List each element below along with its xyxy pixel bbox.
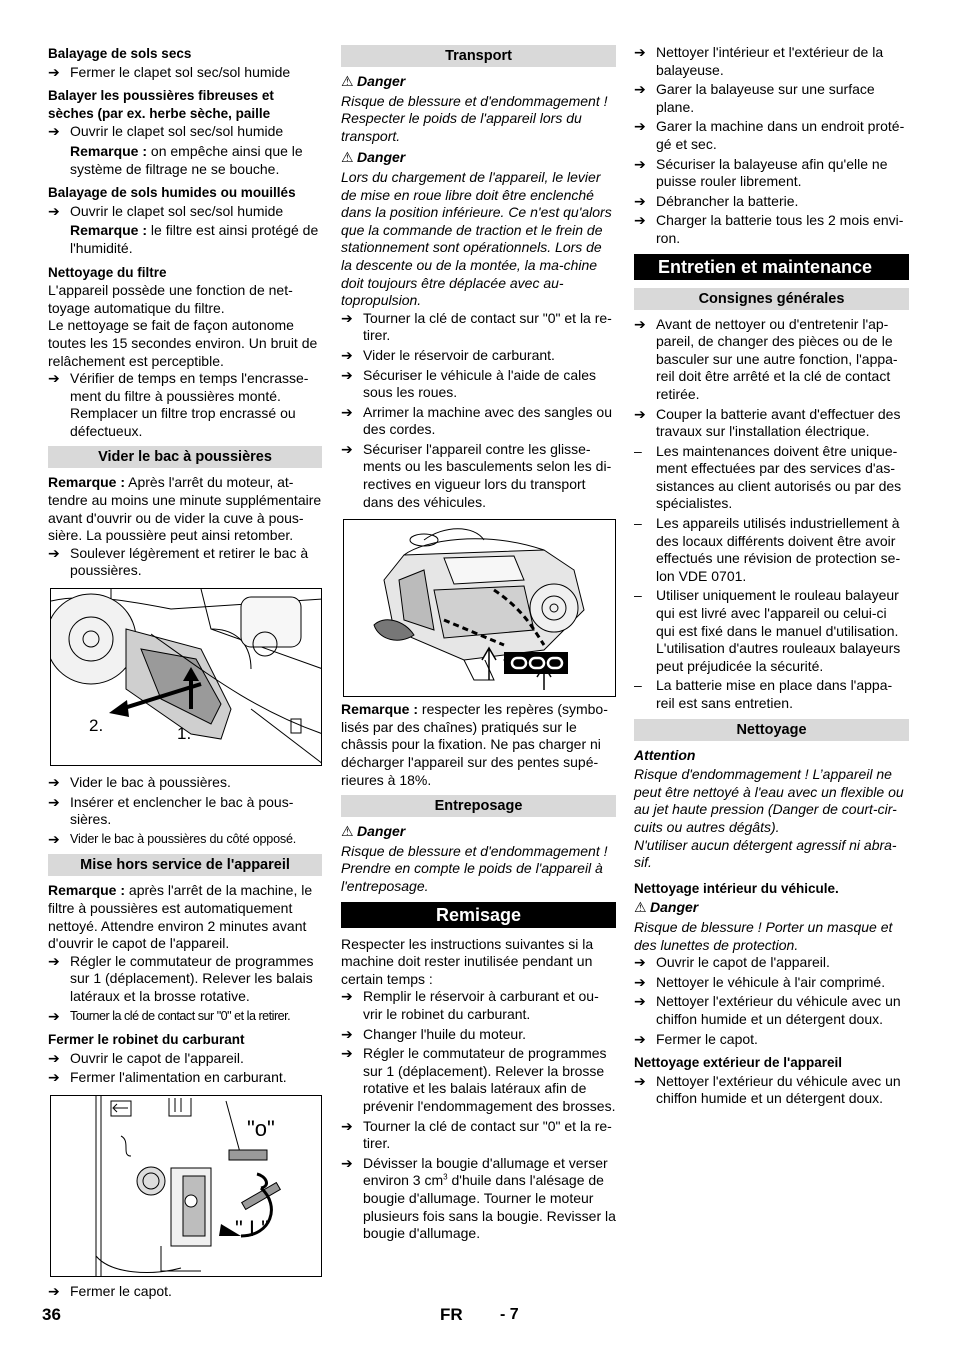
- danger-text: Risque de blessure et d'endommagement ! Prendre en compte le poids de l'appareil à l'entreposage.: [341, 842, 608, 894]
- arrow-icon: ➔: [48, 793, 60, 810]
- step: ➔ Régler le commutateur de programmes sur 1 (déplacement). Relever les balais latéraux et la brosse rotative.: [48, 952, 314, 1004]
- column-2: [341, 44, 616, 1245]
- figure-sweeper-transport: [343, 519, 616, 697]
- warning-icon: ⚠: [634, 899, 647, 916]
- attention-text: N'utiliser aucun détergent agressif ni abra-sif.: [634, 836, 897, 871]
- note: Remarque : respecter les repères (symbo-lisés par des chaînes) pratiqués sur le châssis pour la fixation. Ne pas charger ni décharger l'appareil sur des pentes supé-rieures à 18%.: [341, 701, 608, 788]
- dust-bin-illustration: [51, 589, 322, 765]
- step: ➔ Vider le bac à poussières du côté opposé.: [48, 830, 297, 847]
- warning-icon: ⚠: [341, 149, 354, 166]
- step: ➔ Fermer le capot.: [48, 1282, 172, 1299]
- section-band-nettoyage: Nettoyage: [634, 719, 909, 741]
- danger-heading: ⚠ Danger: [634, 899, 699, 916]
- sweeper-illustration: [344, 520, 616, 696]
- section-band-transport: Transport: [341, 45, 616, 67]
- arrow-icon: ➔: [634, 954, 646, 971]
- danger-heading: ⚠ Danger: [341, 149, 406, 166]
- step: ➔ Ouvrir le capot de l'appareil.: [48, 1049, 244, 1066]
- step: ➔ Sécuriser l'appareil contre les glisse-ments ou les basculements selon les di-rectives en vigueur lors du transport dans des véhicules.: [341, 440, 612, 510]
- step: ➔ Dévisser la bougie d'allumage et verser environ 3 $cm^3$ d'huile dans l'alésage de bougie d'allumage. Tourner le moteur plusieurs fois sans la bougie. Revisser la bougie d'allumage.: [341, 1154, 616, 1242]
- step: ➔ Arrimer la machine avec des sangles ou des cordes.: [341, 403, 613, 438]
- section-band-remisage: Remisage: [341, 902, 616, 928]
- step: ➔ Ouvrir le capot de l'appareil.: [634, 954, 830, 971]
- paragraph: Respecter les instructions suivantes si la machine doit rester inutilisée pendant un certain temps :: [341, 935, 594, 987]
- arrow-icon: ➔: [48, 544, 60, 561]
- arrow-icon: ➔: [48, 370, 60, 387]
- heading-nettoyage-interieur: Nettoyage intérieur du véhicule.: [634, 880, 839, 896]
- step: ➔ Changer l'huile du moteur.: [341, 1025, 526, 1042]
- step: ➔ Tourner la clé de contact sur "0" et la re-tirer.: [341, 309, 612, 344]
- figure-label-o: "o": [247, 1115, 275, 1141]
- figure-fuel-valve: [50, 1095, 322, 1277]
- dash-item: – Les appareils utilisés industriellement à des locaux différents doivent être avoir effectués une révision de protection se-lon VDE 0701.: [634, 515, 901, 584]
- step: ➔ Vérifier de temps en temps l'encrasse-ment du filtre à poussières monté. Remplacer un filtre trop encrassé ou défectueux.: [48, 370, 309, 439]
- arrow-icon: ➔: [341, 1045, 353, 1062]
- step: ➔ Vider le bac à poussières.: [48, 774, 231, 791]
- note: Remarque : Après l'arrêt du moteur, at-tendre au moins une minute supplémentaire avant d'ouvrir ou de vider la cuve à pous-sière. La poussière peut ainsi retomber.: [48, 474, 322, 544]
- arrow-icon: ➔: [48, 1069, 60, 1086]
- page-number: 36: [42, 1305, 61, 1324]
- danger-heading: ⚠ Danger: [341, 73, 406, 89]
- arrow-icon: ➔: [341, 1117, 353, 1134]
- fuel-valve-illustration: [51, 1096, 322, 1276]
- arrow-icon: ➔: [341, 1154, 353, 1171]
- danger-text: Lors du chargement de l'appareil, le levier de mise en roue libre doit être enclenché dans la position inférieure. Ce n'est qu'alors que la commande de traction et le frein de stationnement sont opérationnels. Lors de la descente ou de la montée, la ma-chine doit toujours être déplacée avec au-topropulsion.: [341, 168, 612, 309]
- dash-item: – Les maintenances doivent être unique-ment effectuées par des services d'as-sistances au client autorisés ou par des spécialistes.: [634, 442, 902, 512]
- paragraph: L'appareil possède une fonction de net-toyage automatique du filtre.: [48, 282, 293, 316]
- attention-heading: Attention: [634, 746, 696, 763]
- arrow-icon: ➔: [634, 192, 646, 209]
- dash-icon: –: [634, 587, 642, 604]
- column-3: [634, 44, 909, 1110]
- arrow-icon: ➔: [48, 202, 60, 219]
- step: ➔ Débrancher la batterie.: [634, 192, 799, 209]
- figure-label-i: " I ": [235, 1215, 269, 1241]
- step: ➔ Couper la batterie avant d'effectuer des travaux sur l'installation électrique.: [634, 405, 901, 440]
- arrow-icon: ➔: [48, 1282, 60, 1299]
- step: ➔ Sécuriser le véhicule à l'aide de cales sous les roues.: [341, 366, 597, 401]
- warning-icon: ⚠: [341, 73, 354, 89]
- heading-robinet-carburant: Fermer le robinet du carburant: [48, 1032, 245, 1048]
- heading-nettoyage-filtre: Nettoyage du filtre: [48, 264, 167, 280]
- figure-label-2: 2.: [89, 716, 104, 736]
- arrow-icon: ➔: [48, 952, 60, 969]
- danger-heading: ⚠ Danger: [341, 823, 406, 840]
- step: ➔ Fermer le clapet sol sec/sol humide: [48, 63, 291, 80]
- heading-balayage-sols-secs: Balayage de sols secs: [48, 46, 192, 61]
- arrow-icon: ➔: [634, 1072, 646, 1089]
- step: ➔ Fermer l'alimentation en carburant.: [48, 1069, 287, 1086]
- arrow-icon: ➔: [634, 155, 646, 172]
- figure-dust-bin: [50, 588, 322, 766]
- step: ➔ Nettoyer le véhicule à l'air comprimé.: [634, 973, 886, 990]
- step: ➔ Garer la machine dans un endroit proté-gé et sec.: [634, 118, 905, 152]
- heading-nettoyage-exterieur: Nettoyage extérieur de l'appareil: [634, 1055, 843, 1071]
- step: ➔ Insérer et enclencher le bac à pous-sières.: [48, 793, 294, 828]
- arrow-icon: ➔: [48, 774, 60, 791]
- note: Remarque : on empêche ainsi que le système de filtrage ne se bouche.: [70, 142, 303, 177]
- heading-poussieres-fibreuses: Balayer les poussières fibreuses et sèches (par ex. herbe sèche, paille: [48, 88, 274, 121]
- dash-icon: –: [634, 677, 642, 694]
- step: ➔ Sécuriser la balayeuse afin qu'elle ne puisse rouler librement.: [634, 155, 888, 190]
- step: ➔ Nettoyer l'intérieur et l'extérieur de la balayeuse.: [634, 44, 884, 78]
- step: ➔ Vider le réservoir de carburant.: [341, 346, 555, 363]
- section-band-vider-bac: Vider le bac à poussières: [48, 446, 322, 468]
- arrow-icon: ➔: [341, 440, 353, 457]
- language-code: FR: [440, 1305, 463, 1324]
- arrow-icon: ➔: [634, 315, 646, 332]
- attention-text: Risque d'endommagement ! L’appareil ne peut être nettoyé à l'eau avec un flexible ou au jet haute pression (Danger de court-cir-cuits ou autres dégâts).: [634, 766, 904, 835]
- column-1: [48, 44, 322, 1303]
- arrow-icon: ➔: [48, 830, 60, 847]
- step: ➔ Charger la batterie tous les 2 mois envi-ron.: [634, 212, 904, 246]
- step: ➔ Remplir le réservoir à carburant et ou-vrir le robinet du carburant.: [341, 988, 599, 1022]
- step: ➔ Tourner la clé de contact sur "0" et la re-tirer.: [341, 1117, 612, 1152]
- arrow-icon: ➔: [341, 366, 353, 383]
- arrow-icon: ➔: [48, 63, 60, 80]
- dash-item: – Utiliser uniquement le rouleau balayeur qui est livré avec l'appareil ou celui-ci qui est fixé dans le manuel d'utilisation. L'utilisation d'autres rouleaux balayeurs peut préjudicée la sécurité.: [634, 587, 901, 674]
- arrow-icon: ➔: [634, 405, 646, 422]
- dash-item: – La batterie mise en place dans l'appa-reil est sans entretien.: [634, 677, 893, 711]
- arrow-icon: ➔: [634, 973, 646, 990]
- warning-icon: ⚠: [341, 823, 354, 840]
- arrow-icon: ➔: [48, 1049, 60, 1066]
- arrow-icon: ➔: [341, 403, 353, 420]
- danger-text: Risque de blessure ! Porter un masque et des lunettes de protection.: [634, 918, 893, 953]
- note: Remarque : après l'arrêt de la machine, le filtre à poussières est automatiquement nettoyé. Attendre environ 2 minutes avant d'ouvrir le capot de l'appareil.: [48, 882, 313, 952]
- note: Remarque : le filtre est ainsi protégé de l'humidité.: [70, 222, 319, 256]
- arrow-icon: ➔: [48, 123, 60, 140]
- section-band-entretien: Entretien et maintenance: [634, 254, 909, 280]
- arrow-icon: ➔: [634, 993, 646, 1010]
- section-band-consignes: Consignes générales: [634, 288, 909, 310]
- arrow-icon: ➔: [634, 1030, 646, 1047]
- arrow-icon: ➔: [341, 988, 353, 1005]
- step: ➔ Nettoyer l'extérieur du véhicule avec un chiffon humide et un détergent doux.: [634, 993, 901, 1027]
- danger-text: Risque de blessure et d'endommagement ! Respecter le poids de l'appareil lors du transport.: [341, 92, 608, 144]
- step: ➔ Tourner la clé de contact sur "0" et la retirer.: [48, 1007, 291, 1024]
- arrow-icon: ➔: [634, 118, 646, 135]
- dash-icon: –: [634, 515, 642, 532]
- step: ➔ Régler le commutateur de programmes sur 1 (déplacement). Relever la brosse rotative et les balais latéraux afin de prévenir l'endommagement des brosses.: [341, 1045, 616, 1114]
- arrow-icon: ➔: [341, 346, 353, 363]
- step: ➔ Soulever légèrement et retirer le bac à poussières.: [48, 544, 309, 579]
- section-band-mise-hors-service: Mise hors service de l'appareil: [48, 854, 322, 876]
- step: ➔ Fermer le capot.: [634, 1030, 758, 1047]
- arrow-icon: ➔: [341, 309, 353, 326]
- step: ➔ Garer la balayeuse sur une surface plane.: [634, 81, 875, 115]
- arrow-icon: ➔: [634, 44, 646, 60]
- paragraph: Le nettoyage se fait de façon autonome toutes les 15 secondes environ. Un bruit de relâchement est perceptible.: [48, 317, 318, 369]
- step: ➔ Ouvrir le clapet sol sec/sol humide: [48, 123, 284, 140]
- dash-icon: –: [634, 442, 642, 459]
- section-band-entreposage: Entreposage: [341, 795, 616, 817]
- step: ➔ Ouvrir le clapet sol sec/sol humide: [48, 202, 284, 219]
- arrow-icon: ➔: [48, 1007, 60, 1024]
- figure-label-1: 1.: [177, 724, 192, 744]
- arrow-icon: ➔: [634, 212, 646, 229]
- arrow-icon: ➔: [634, 81, 646, 98]
- sub-page-number: - 7: [500, 1306, 519, 1323]
- heading-sols-humides: Balayage de sols humides ou mouillés: [48, 185, 296, 201]
- step: ➔ Avant de nettoyer ou d'entretenir l'ap-pareil, de changer des pièces ou de le basculer sur une autre fonction, l'appa-reil doit être arrêté et la clé de contact retirée.: [634, 315, 898, 402]
- step: ➔ Nettoyer l'extérieur du véhicule avec un chiffon humide et un détergent doux.: [634, 1072, 901, 1107]
- arrow-icon: ➔: [341, 1025, 353, 1042]
